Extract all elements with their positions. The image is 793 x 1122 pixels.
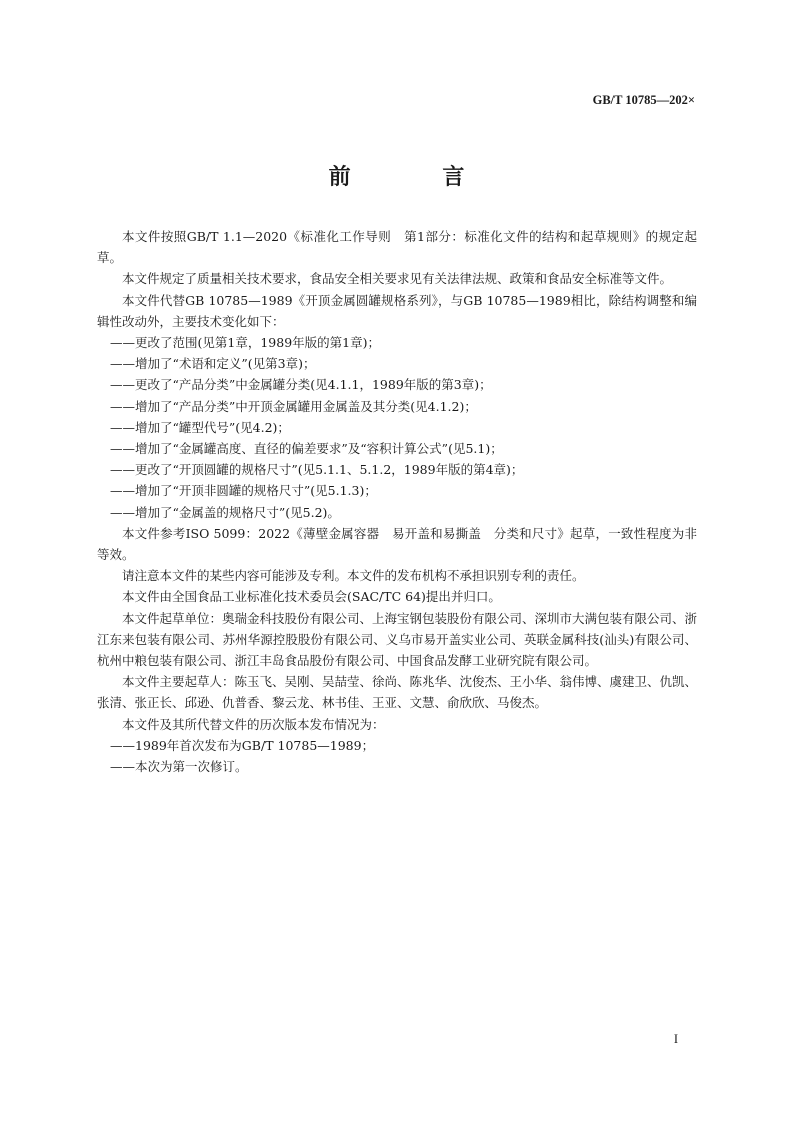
paragraph-proposer: 本文件由全国食品工业标准化技术委员会(SAC/TC 64)提出并归口。 (122, 589, 501, 605)
paragraph-scope-note: 本文件规定了质量相关技术要求，食品安全相关要求见有关法律法规、政策和食品安全标准等文件。 (122, 271, 673, 287)
list-item: ——更改了范围(见第1章，1989年版的第1章)； (110, 335, 380, 351)
list-item: ——增加了“开顶非圆罐的规格尺寸”(见5.1.3)； (110, 483, 377, 499)
paragraph-drafters: 本文件主要起草人：陈玉飞、吴刚、吴喆莹、徐尚、陈兆华、沈俊杰、王小华、翁伟博、虞建卫、仇凯、张清、张正长、邱逊、仇普香、黎云龙、林书佳、王亚、文慧、俞欣欣、马俊杰。 (97, 674, 698, 711)
paragraph-replaces: 本文件代替GB 10785—1989《开顶金属圆罐规格系列》，与GB 10785—1989相比，除结构调整和编辑性改动外，主要技术变化如下： (97, 292, 697, 329)
paragraph-drafting-rules: 本文件按照GB/T 1.1—2020《标准化工作导则 第1部分：标准化文件的结构和起草规则》的规定起草。 (97, 229, 697, 266)
page-title: 前 言 (328, 165, 507, 190)
list-item: ——1989年首次发布为GB/T 10785—1989； (110, 737, 375, 753)
list-item: ——增加了“金属盖的规格尺寸”(见5.2)。 (110, 504, 340, 520)
list-item: ——更改了“产品分类”中金属罐分类(见4.1.1，1989年版的第3章)； (110, 377, 492, 393)
standard-code: GB/T 10785—202× (592, 93, 695, 107)
paragraph-reference: 本文件参考ISO 5099：2022《薄壁金属容器 易开盖和易撕盖 分类和尺寸》起草，一致性程度为非等效。 (97, 525, 697, 563)
list-item: ——增加了“产品分类”中开顶金属罐用金属盖及其分类(见4.1.2)； (110, 398, 477, 414)
list-item: ——增加了“金属罐高度、直径的偏差要求”及“容积计算公式”(见5.1)； (110, 441, 503, 457)
list-item: ——本次为第一次修订。 (110, 759, 248, 775)
list-item: ——更改了“开顶圆罐的规格尺寸”(见5.1.1、5.1.2，1989年版的第4章)； (110, 462, 524, 478)
paragraph-patent-notice: 请注意本文件的某些内容可能涉及专利。本文件的发布机构不承担识别专利的责任。 (122, 568, 585, 584)
foreword-body (97, 226, 697, 777)
list-item: ——增加了“术语和定义”(见第3章)； (110, 356, 316, 372)
paragraph-drafting-units: 本文件起草单位：奥瑞金科技股份有限公司、上海宝钢包装股份有限公司、深圳市大满包装有限公司、浙江东来包装有限公司、苏州华源控股股份有限公司、义乌市易开盖实业公司、英联金属科技(汕头)有限公司、杭州中粮包装有限公司、浙江丰岛食品股份有限公司、中国食品发酵工业研究院有限公司。 (97, 610, 698, 669)
paragraph-history-intro: 本文件及其所代替文件的历次版本发布情况为： (122, 716, 385, 732)
list-item: ——增加了“罐型代号”(见4.2)； (110, 419, 290, 435)
page-number: I (673, 1032, 678, 1046)
